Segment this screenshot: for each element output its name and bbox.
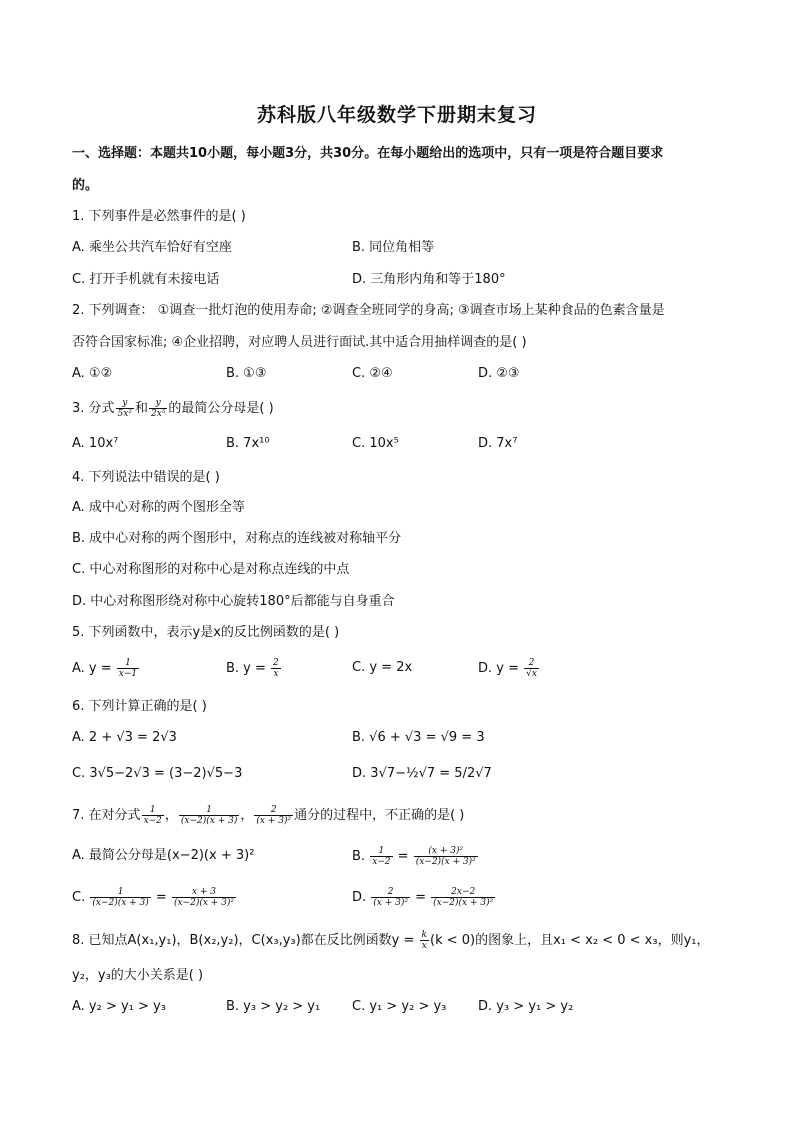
- page-title: 苏科版八年级数学下册期末复习: [256, 104, 537, 126]
- q3-f1-num: y: [116, 398, 134, 409]
- q5-b-fraction: [271, 658, 281, 679]
- q3-option-a: A. 10x⁷: [72, 436, 119, 451]
- q5-option-b: [226, 658, 282, 679]
- q7-stem: 7. 在对分式 $\frac{1}{x-2}$ ， $\frac{1}{(x-2)(x + 3)}$ ， $\frac{2}{\text{(x + 3)²}}$ 通分的过程中，不正确的是( ): [72, 805, 465, 826]
- q4-stem: 4. 下列说法中错误的是( ): [72, 470, 220, 485]
- q3-f2-num: y: [149, 398, 167, 409]
- q5-option-a: [72, 658, 140, 679]
- q7-b-l-num: 1: [370, 846, 392, 857]
- q5-d-num: 2: [524, 658, 539, 669]
- q7-d-r-num: 2x−2: [431, 887, 495, 898]
- q7-c-left: [90, 887, 150, 908]
- q8-fraction: [420, 930, 429, 951]
- q7-stem-pre: 7. 在对分式: [72, 808, 141, 823]
- q7-d-left: [371, 887, 410, 908]
- q7-option-d: D. $\frac{2}{\text{(x + 3)²}}$ = $\frac{2x-2}{\text{(x−2)(x + 3)²}}$: [352, 887, 494, 908]
- q7-b-r-num: (x + 3)²: [414, 846, 478, 857]
- q8-stem-post: (k < 0)的图象上，且x₁ < x₂ < 0 < x₃，则y₁，: [430, 933, 710, 948]
- q7-f1-den: x−2: [143, 816, 162, 826]
- q3-stem: [72, 398, 274, 419]
- q2-option-d: D. ②③: [478, 366, 520, 381]
- q3-stem-post: 的最简公分母是( ): [168, 401, 274, 416]
- q4-option-d: D. 中心对称图形绕对称中心旋转180°后都能与自身重合: [72, 594, 395, 609]
- q3-f2-den: 2x⁵: [150, 409, 166, 419]
- q5-a-den: x−1: [118, 669, 138, 679]
- q5-a-fraction: [117, 658, 139, 679]
- q1-option-b: B. 同位角相等: [352, 240, 435, 255]
- q7-b-r-den: (x−2)(x + 3)²: [415, 857, 476, 867]
- q7-c-right: [172, 887, 236, 908]
- q6-option-c: C. 3√5−2√3 = (3−2)√5−3: [72, 766, 243, 781]
- q2-stem-line1: 2. 下列调查： ①调查一批灯泡的使用寿命; ②调查全班同学的身高; ③调查市场上某种食品的色素含量是: [72, 303, 665, 318]
- q6-stem: 6. 下列计算正确的是( ): [72, 699, 207, 714]
- q8-f-num: k: [421, 930, 428, 940]
- q1-option-c: C. 打开手机就有未接电话: [72, 272, 220, 287]
- q5-b-text: B. y =: [226, 661, 271, 676]
- q7-b-left: [370, 846, 392, 867]
- q6-option-d: D. 3√7−½√7 = 5/2√7: [352, 766, 492, 781]
- q8-option-b: B. y₃ > y₂ > y₁: [226, 999, 321, 1014]
- q5-a-num: 1: [117, 658, 139, 669]
- q7-c-r-den: (x−2)(x + 3)²: [173, 898, 235, 908]
- q7-d-r-den: (x−2)(x + 3)²: [433, 898, 494, 908]
- q5-option-d: [478, 658, 540, 679]
- q8-option-d: D. y₃ > y₁ > y₂: [478, 999, 574, 1014]
- q5-option-c: C. y = 2x: [352, 660, 413, 675]
- q5-d-den: √x: [526, 669, 537, 679]
- q7-c-l-num: 1: [90, 887, 150, 898]
- q3-option-c: C. 10x⁵: [352, 436, 399, 451]
- q6-option-b: B. √6 + √3 = √9 = 3: [352, 730, 485, 745]
- q8-option-a: A. y₂ > y₁ > y₃: [72, 999, 166, 1014]
- q1-option-d: D. 三角形内角和等于180°: [352, 272, 506, 287]
- q7-stem-post: 通分的过程中，不正确的是( ): [294, 808, 465, 823]
- q7-b-right: [414, 846, 478, 867]
- q7-fraction-3: [254, 805, 293, 826]
- q8-stem-line1: [72, 930, 709, 951]
- q3-stem-mid: 和: [134, 401, 148, 416]
- q7-fraction-2: [179, 805, 239, 826]
- section-heading-line1: 一、选择题：本题共10小题，每小题3分，共30分。在每小题给出的选项中，只有一项是符合题目要求: [72, 146, 664, 161]
- q3-option-d: D. 7x⁷: [478, 436, 518, 451]
- q7-f2-den: (x−2)(x + 3): [180, 816, 238, 826]
- q8-stem-line2: y₂，y₃的大小关系是( ): [72, 968, 204, 983]
- q7-d-l-num: 2: [371, 887, 410, 898]
- q3-fraction-1: [116, 398, 134, 419]
- q7-f2-num: 1: [179, 805, 239, 816]
- q5-b-den: x: [273, 669, 279, 679]
- q5-stem: 5. 下列函数中，表示y是x的反比例函数的是( ): [72, 625, 340, 640]
- q7-f1-num: 1: [142, 805, 164, 816]
- q3-stem-pre: 3. 分式: [72, 401, 115, 416]
- q7-d-right: [431, 887, 495, 908]
- q5-a-text: A. y =: [72, 661, 116, 676]
- q7-d-l-den: (x + 3)²: [373, 898, 408, 908]
- q2-option-c: C. ②④: [352, 366, 393, 381]
- q2-option-a: A. ①②: [72, 366, 113, 381]
- q7-b-l-den: x−2: [372, 857, 391, 867]
- q7-c-r-num: x + 3: [172, 887, 236, 898]
- q8-stem-pre: 8. 已知点A(x₁,y₁)，B(x₂,y₂)，C(x₃,y₃)都在反比例函数y =: [72, 933, 419, 948]
- q7-f3-den: (x + 3)²: [256, 816, 292, 826]
- q4-option-a: A. 成中心对称的两个图形全等: [72, 500, 245, 515]
- q4-option-c: C. 中心对称图形的对称中心是对称点连线的中点: [72, 562, 350, 577]
- q7-fraction-1: [142, 805, 164, 826]
- q8-option-c: C. y₁ > y₂ > y₃: [352, 999, 447, 1014]
- q5-d-text: D. y =: [478, 661, 524, 676]
- q2-option-b: B. ①③: [226, 366, 267, 381]
- q1-stem: 1. 下列事件是必然事件的是( ): [72, 209, 246, 224]
- q7-f3-num: 2: [254, 805, 293, 816]
- q7-option-b: B. $\frac{1}{x-2}$ = $\frac{\text{(x + 3)²}}{\text{(x−2)(x + 3)²}}$: [352, 846, 476, 867]
- q4-option-b: B. 成中心对称的两个图形中，对称点的连线被对称轴平分: [72, 531, 402, 546]
- q7-c-l-den: (x−2)(x + 3): [92, 898, 149, 908]
- q3-fraction-2: [149, 398, 167, 419]
- q6-option-a: A. 2 + √3 = 2√3: [72, 730, 177, 745]
- q8-f-den: x: [421, 941, 427, 951]
- q3-option-b: B. 7x¹⁰: [226, 436, 270, 451]
- section-heading-line2: 的。: [72, 178, 99, 193]
- q7-option-a: A. 最简公分母是(x−2)(x + 3)²: [72, 848, 255, 863]
- q1-option-a: A. 乘坐公共汽车恰好有空座: [72, 240, 232, 255]
- q5-d-fraction: [524, 658, 539, 679]
- q3-f1-den: 5x²: [117, 409, 132, 419]
- q5-b-num: 2: [273, 658, 279, 668]
- q7-option-c: C. $\frac{1}{(x-2)(x + 3)}$ = $\frac{x + 3}{\text{(x−2)(x + 3)²}}$: [72, 887, 235, 908]
- q2-stem-line2: 否符合国家标准; ④企业招聘，对应聘人员进行面试.其中适合用抽样调查的是( ): [72, 335, 527, 350]
